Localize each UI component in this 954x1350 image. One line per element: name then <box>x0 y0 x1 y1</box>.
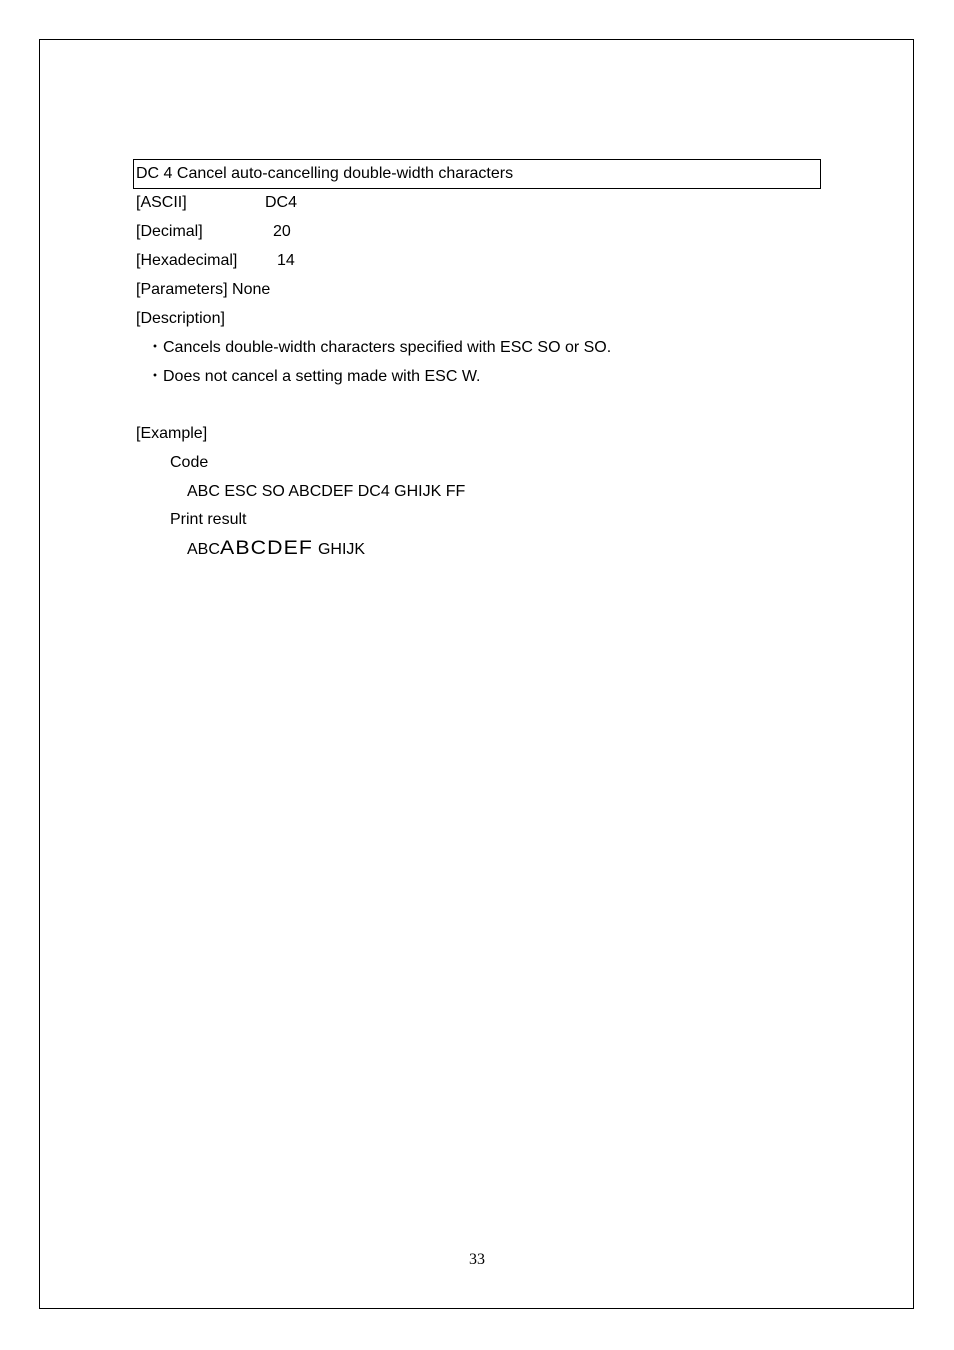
description-label: [Description] <box>136 310 225 327</box>
result-normal-text: GHIJK <box>317 541 366 558</box>
result-double-width-text: ABCDEF <box>219 538 313 559</box>
print-result-sample <box>187 539 365 560</box>
code-sequence: ABC ESC SO ABCDEF DC4 GHIJK FF <box>187 483 466 500</box>
hexadecimal-value: 14 <box>277 252 295 269</box>
hexadecimal-label: [Hexadecimal] <box>136 252 238 269</box>
example-label: [Example] <box>136 425 208 442</box>
ascii-value: DC4 <box>265 194 298 211</box>
decimal-label: [Decimal] <box>136 223 203 240</box>
parameters-label: [Parameters] <box>136 281 228 298</box>
command-title: DC 4 Cancel auto-cancelling double-width characters <box>133 159 821 189</box>
ascii-label: [ASCII] <box>136 194 187 211</box>
print-result-label: Print result <box>170 511 247 528</box>
description-bullet: ・Cancels double-width characters specified with ESC SO or SO. <box>147 339 612 356</box>
decimal-value: 20 <box>273 223 291 240</box>
parameters-value: None <box>232 281 271 298</box>
parameters-line <box>136 280 270 300</box>
result-normal-text: ABC <box>187 541 220 558</box>
code-label: Code <box>170 454 209 471</box>
description-bullet: ・Does not cancel a setting made with ESC W. <box>147 368 481 385</box>
page-number: 33 <box>469 1251 485 1268</box>
